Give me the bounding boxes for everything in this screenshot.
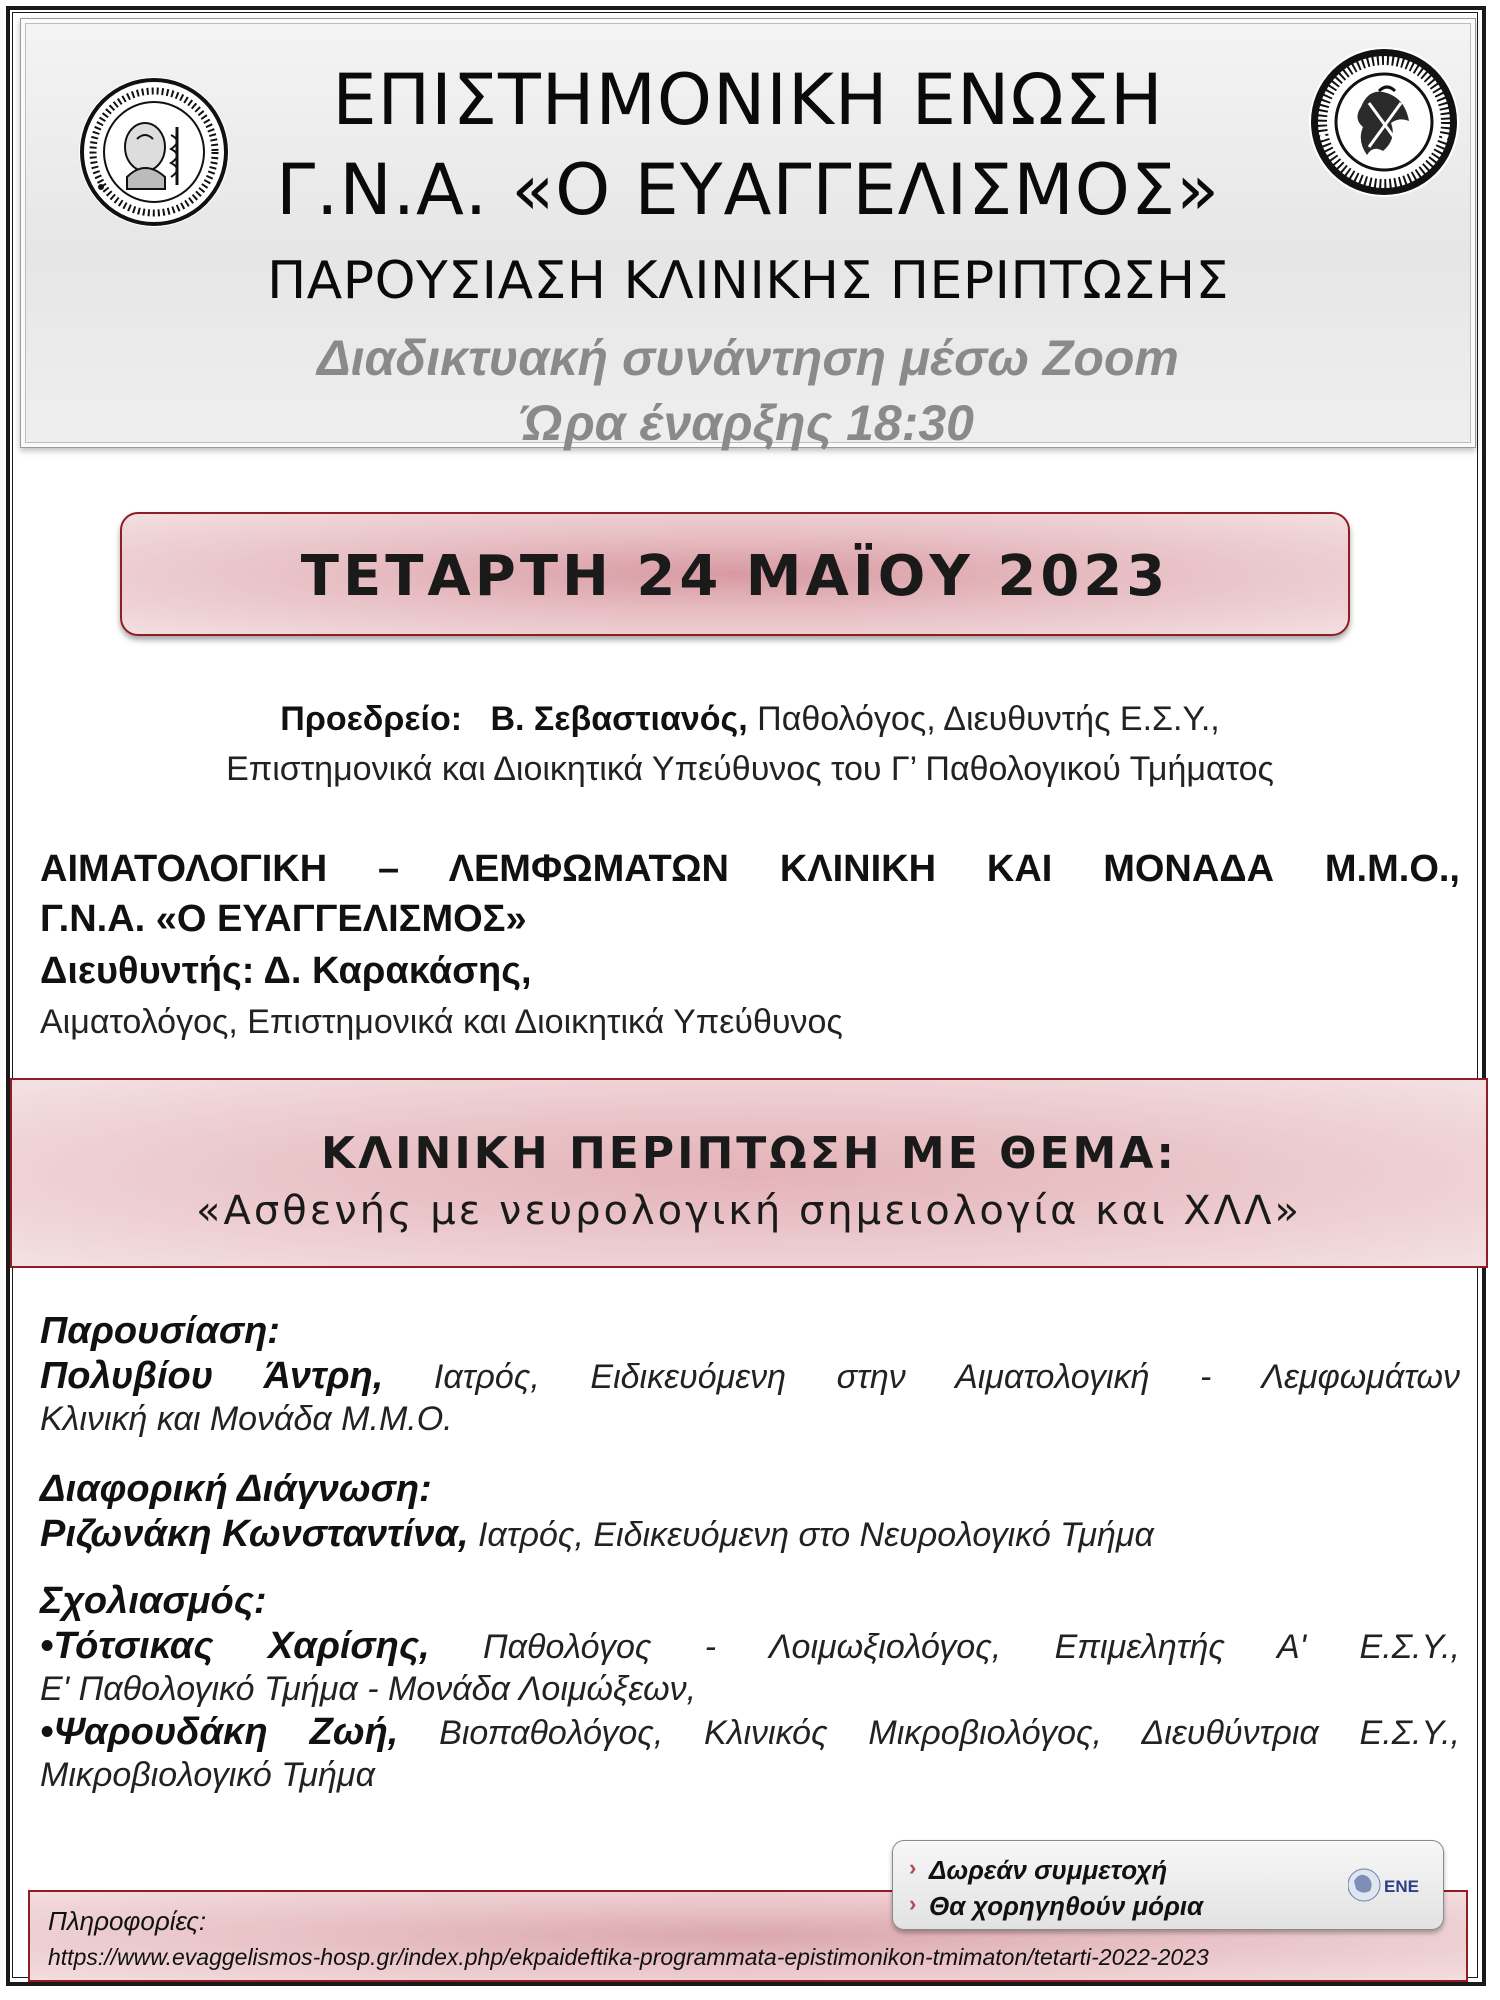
participation-notes (892, 1840, 1444, 1930)
diagnosis-label: Διαφορική Διάγνωση: (40, 1468, 432, 1510)
bullet-icon: • (40, 1625, 54, 1667)
event-date: ΤΕΤΑΡΤΗ 24 ΜΑΪΟΥ 2023 (300, 544, 1170, 609)
topic-title: ΚΛΙΝΙΚΗ ΠΕΡΙΠΤΩΣΗ ΜΕ ΘΕΜΑ: (321, 1128, 1177, 1179)
header-panel (20, 18, 1476, 451)
commenter2-name: Ψαρουδάκη Ζωή, (53, 1711, 399, 1753)
credits-note (909, 1891, 1204, 1922)
presenter-role-cont: Κλινική και Μονάδα Μ.Μ.Ο. (40, 1400, 453, 1438)
clinic-name: ΑΙΜΑΤΟΛΟΓΙΚΗ – ΛΕΜΦΩΜΑΤΩΝ ΚΛΙΝΙΚΗ ΚΑΙ ΜΟΝΑΔΑ Μ.Μ.Ο., (40, 848, 1460, 890)
presidium-role-line2: Επιστημονικά και Διοικητικά Υπεύθυνος του Γ’ Παθολογικού Τμήματος (226, 750, 1274, 788)
header-subtitle: ΠΑΡΟΥΣΙΑΣΗ ΚΛΙΝΙΚΗΣ ΠΕΡΙΠΤΩΣΗΣ (267, 251, 1229, 311)
association-seal-logo (79, 77, 229, 227)
free-participation-text: Δωρεάν συμμετοχή (929, 1855, 1168, 1885)
commenter1-role-cont: Ε' Παθολογικό Τμήμα - Μονάδα Λοιμώξεων, (40, 1670, 697, 1708)
commenter1-role: Παθολόγος - Λοιμωξιολόγος, Επιμελητής Α' Ε.Σ.Υ., (483, 1628, 1460, 1666)
free-participation (909, 1855, 1168, 1886)
presenter-line (40, 1355, 1460, 1398)
topic-subject: «Ασθενής με νευρολογική σημειολογία και ΧΛΛ» (196, 1188, 1302, 1234)
presidium-label: Προεδρείο: (280, 700, 463, 738)
credits-note-text: Θα χορηγηθούν μόρια (929, 1891, 1204, 1921)
hospital-seal-logo (1309, 47, 1459, 197)
ene-logo (1348, 1861, 1430, 1911)
info-label: Πληροφορίες: (48, 1906, 207, 1936)
meeting-mode: Διαδικτυακή συνάντηση μέσω Zoom (317, 330, 1179, 386)
ene-logo-text: ΕΝΕ (1384, 1877, 1419, 1896)
start-time: Ώρα έναρξης 18:30 (522, 395, 974, 451)
diagnosis-section (40, 1468, 1460, 1556)
event-date-banner (120, 512, 1350, 636)
presidium-role: Παθολόγος, Διευθυντής Ε.Σ.Υ., (757, 700, 1220, 738)
comments-label: Σχολιασμός: (40, 1580, 267, 1622)
comments-section (40, 1580, 1460, 1795)
clinic-hospital: Γ.Ν.Α. «Ο ΕΥΑΓΓΕΛΙΣΜΟΣ» (40, 898, 527, 940)
info-url-link[interactable]: https://www.evaggelismos-hosp.gr/index.php/ekpaideftika-programmata-epistimonikon-tmimaton/tetarti-2022-2023 (48, 1944, 1209, 1970)
presidium-line (0, 700, 1500, 739)
diagnosis-role: Ιατρός, Ειδικευόμενη στο Νευρολογικό Τμήμα (477, 1516, 1154, 1554)
commenter2-line (40, 1711, 1460, 1754)
clinic-director-role: Αιματολόγος, Επιστημονικά και Διοικητικά Υπεύθυνος (40, 1003, 843, 1041)
presentation-label: Παρουσίαση: (40, 1310, 280, 1352)
presenter-name: Πολυβίου Άντρη, (40, 1355, 384, 1397)
diagnosis-name: Ριζωνάκη Κωνσταντίνα, (40, 1513, 469, 1555)
diagnosis-line (40, 1513, 1460, 1556)
presentation-section (40, 1310, 1460, 1439)
clinic-director: Διευθυντής: Δ. Καρακάσης, (40, 950, 532, 992)
header-title-line1: ΕΠΙΣΤΗΜΟΝΙΚΗ ΕΝΩΣΗ (332, 59, 1164, 141)
commenter2-role-cont: Μικροβιολογικό Τμήμα (40, 1756, 375, 1794)
presidium-name: Β. Σεβαστιανός, (490, 700, 748, 738)
chevron-right-icon: › (909, 1891, 917, 1916)
header-title-line2: Γ.Ν.Α. «Ο ΕΥΑΓΓΕΛΙΣΜΟΣ» (276, 149, 1220, 231)
bullet-icon: • (40, 1711, 54, 1753)
topic-banner (10, 1078, 1488, 1268)
commenter1-name: Τότσικας Χαρίσης, (53, 1625, 430, 1667)
commenter1-line (40, 1625, 1460, 1668)
chevron-right-icon: › (909, 1855, 917, 1880)
commenter2-role: Βιοπαθολόγος, Κλινικός Μικροβιολόγος, Διευθύντρια Ε.Σ.Υ., (439, 1714, 1460, 1752)
presenter-role: Ιατρός, Ειδικευόμενη στην Αιματολογική - Λεμφωμάτων (433, 1358, 1460, 1396)
